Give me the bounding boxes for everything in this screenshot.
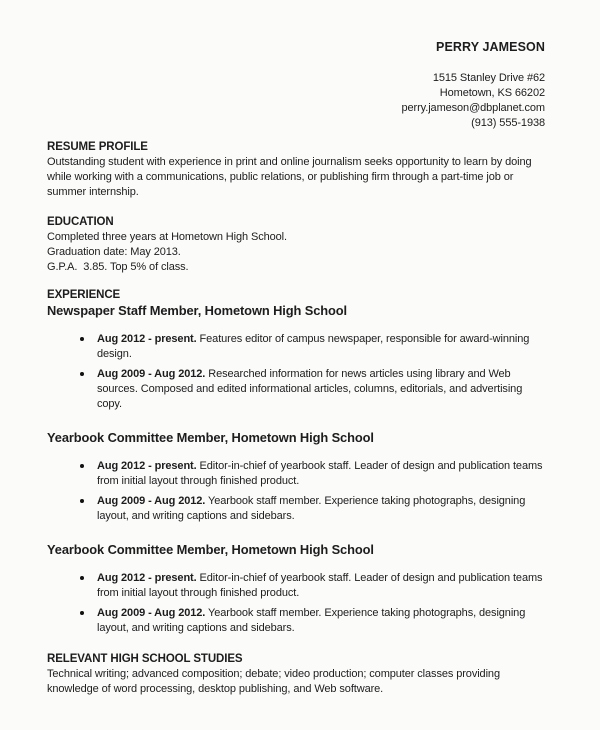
resume-profile-heading: RESUME PROFILE [47, 141, 148, 153]
job-entry-newspaper [47, 303, 545, 412]
bullet-date-range: Aug 2012 - present. [97, 460, 197, 472]
bullet-icon [80, 337, 84, 341]
bullet-icon [80, 372, 84, 376]
bullet-date-range: Aug 2012 - present. [97, 333, 197, 345]
bullet-text [97, 459, 545, 489]
bullet-icon [80, 611, 84, 615]
bullet-date-range: Aug 2009 - Aug 2012. [97, 495, 206, 507]
experience-heading: EXPERIENCE [47, 289, 121, 301]
contact-header [47, 40, 545, 131]
person-name: PERRY JAMESON [436, 40, 545, 54]
bullet-list [47, 571, 545, 636]
bullet-description: Editor-in-chief of yearbook staff. Leader of design and publication teams from initial layout through finished product. [97, 572, 543, 599]
section-experience [47, 288, 545, 636]
bullet-text [97, 494, 545, 524]
bullet-description: Researched information for news articles using library and Web sources. Composed and edited informational articles, columns, editorials, and advertising copy. [97, 368, 523, 410]
bullet-text [97, 332, 545, 362]
bullet-text [97, 571, 545, 601]
address-line-1: 1515 Stanley Drive #62 [432, 72, 545, 84]
job-title: Yearbook Committee Member, Hometown High School [47, 430, 374, 445]
job-entry-yearbook-1 [47, 430, 545, 524]
section-relevant-studies [47, 652, 545, 697]
relevant-studies-text: Technical writing; advanced composition; debate; video production; computer classes providing knowledge of word processing, desktop publishing, and Web software. [47, 668, 500, 695]
job-title: Newspaper Staff Member, Hometown High School [47, 303, 347, 318]
education-line-graduation: Graduation date: May 2013. [47, 246, 181, 258]
bullet-icon [80, 464, 84, 468]
experience-bullet [80, 332, 545, 362]
experience-bullet [80, 571, 545, 601]
section-education [47, 215, 545, 275]
bullet-description: Yearbook staff member. Experience taking photographs, designing layout, and writing captions and sidebars. [97, 495, 526, 522]
education-line-school: Completed three years at Hometown High School. [47, 231, 287, 243]
email-address: perry.jameson@dbplanet.com [401, 102, 545, 114]
bullet-date-range: Aug 2012 - present. [97, 572, 197, 584]
bullet-date-range: Aug 2009 - Aug 2012. [97, 368, 206, 380]
bullet-text [97, 606, 545, 636]
bullet-icon [80, 499, 84, 503]
bullet-icon [80, 576, 84, 580]
experience-bullet [80, 367, 545, 412]
bullet-description: Yearbook staff member. Experience taking photographs, designing layout, and writing captions and sidebars. [97, 607, 526, 634]
education-line-gpa: G.P.A. 3.85. Top 5% of class. [47, 261, 189, 273]
resume-profile-text: Outstanding student with experience in print and online journalism seeks opportunity to learn by doing while working with a communications, public relations, or publishing firm through a part-time job or summer internship. [47, 156, 532, 198]
experience-bullet [80, 494, 545, 524]
bullet-date-range: Aug 2009 - Aug 2012. [97, 607, 206, 619]
job-title: Yearbook Committee Member, Hometown High School [47, 542, 374, 557]
bullet-list [47, 332, 545, 412]
experience-bullet [80, 459, 545, 489]
relevant-studies-heading: RELEVANT HIGH SCHOOL STUDIES [47, 653, 243, 665]
bullet-description: Editor-in-chief of yearbook staff. Leader of design and publication teams from initial layout through finished product. [97, 460, 543, 487]
phone-number: (913) 555-1938 [471, 117, 545, 129]
section-resume-profile [47, 140, 545, 200]
job-entry-yearbook-2 [47, 542, 545, 636]
bullet-text [97, 367, 545, 412]
bullet-list [47, 459, 545, 524]
bullet-description: Features editor of campus newspaper, responsible for award-winning design. [97, 333, 530, 360]
experience-bullet [80, 606, 545, 636]
address-line-2: Hometown, KS 66202 [439, 87, 545, 99]
education-heading: EDUCATION [47, 216, 114, 228]
